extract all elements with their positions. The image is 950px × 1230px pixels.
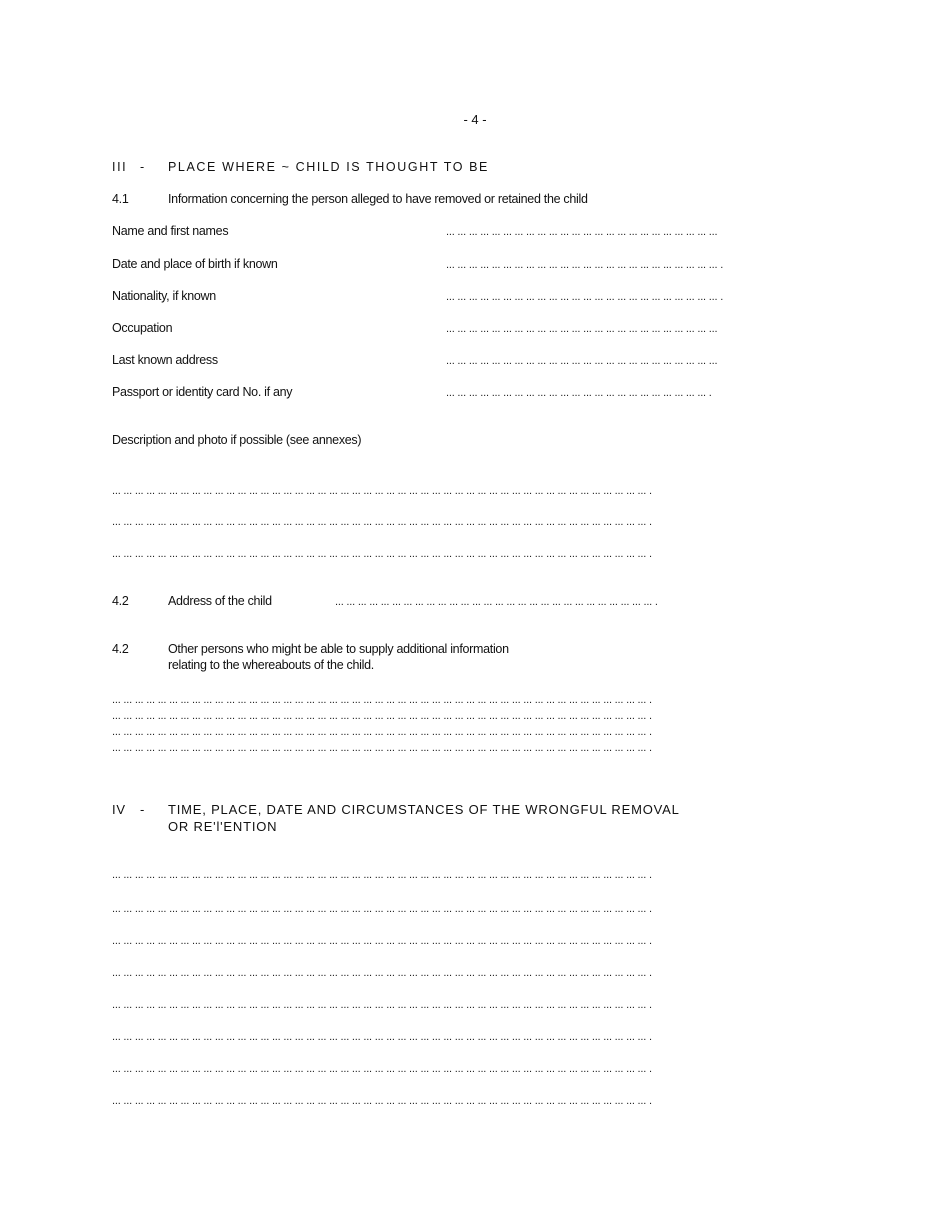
description-label: Description and photo if possible (see annexes) xyxy=(112,433,362,447)
section-3-title: PLACE WHERE ~ CHILD IS THOUGHT TO BE xyxy=(168,160,489,174)
description-dots-line: ... ... ... ... ... ... ... ... ... ... ... ... ... ... ... ... ... ... ... ... ... ... ... ... ... ... ... ... ... ... ... ... ... ... ... ... ... ... ... ... ... ... ... ... ... ... ... . xyxy=(112,485,652,497)
section-4-title-line1: TIME, PLACE, DATE AND CIRCUMSTANCES OF THE WRONGFUL REMOVAL xyxy=(168,802,680,817)
item-4-2b-line1: Other persons who might be able to supply additional information xyxy=(168,642,509,656)
item-4-1-text: Information concerning the person alleged to have removed or retained the child xyxy=(168,192,588,206)
section-4-title-line2: OR RE'l'ENTION xyxy=(168,819,278,834)
description-dots-line: ... ... ... ... ... ... ... ... ... ... ... ... ... ... ... ... ... ... ... ... ... ... ... ... ... ... ... ... ... ... ... ... ... ... ... ... ... ... ... ... ... ... ... ... ... ... ... . xyxy=(112,516,652,528)
field-dots-name: ... ... ... ... ... ... ... ... ... ... ... ... ... ... ... ... ... ... ... ... ... ... ... ... xyxy=(446,226,718,238)
section-3-roman: III xyxy=(112,160,128,174)
other-persons-dots-line: ... ... ... ... ... ... ... ... ... ... ... ... ... ... ... ... ... ... ... ... ... ... ... ... ... ... ... ... ... ... ... ... ... ... ... ... ... ... ... ... ... ... ... ... ... ... ... . xyxy=(112,694,652,706)
field-label-birth: Date and place of birth if known xyxy=(112,257,278,271)
other-persons-dots-line: ... ... ... ... ... ... ... ... ... ... ... ... ... ... ... ... ... ... ... ... ... ... ... ... ... ... ... ... ... ... ... ... ... ... ... ... ... ... ... ... ... ... ... ... ... ... ... . xyxy=(112,742,652,754)
circumstances-dots-line: ... ... ... ... ... ... ... ... ... ... ... ... ... ... ... ... ... ... ... ... ... ... ... ... ... ... ... ... ... ... ... ... ... ... ... ... ... ... ... ... ... ... ... ... ... ... ... . xyxy=(112,967,652,979)
item-4-2b-line2: relating to the whereabouts of the child. xyxy=(168,658,374,672)
field-label-name: Name and first names xyxy=(112,224,229,238)
other-persons-dots-line: ... ... ... ... ... ... ... ... ... ... ... ... ... ... ... ... ... ... ... ... ... ... ... ... ... ... ... ... ... ... ... ... ... ... ... ... ... ... ... ... ... ... ... ... ... ... ... . xyxy=(112,710,652,722)
other-persons-dots-line: ... ... ... ... ... ... ... ... ... ... ... ... ... ... ... ... ... ... ... ... ... ... ... ... ... ... ... ... ... ... ... ... ... ... ... ... ... ... ... ... ... ... ... ... ... ... ... . xyxy=(112,726,652,738)
circumstances-dots-line: ... ... ... ... ... ... ... ... ... ... ... ... ... ... ... ... ... ... ... ... ... ... ... ... ... ... ... ... ... ... ... ... ... ... ... ... ... ... ... ... ... ... ... ... ... ... ... . xyxy=(112,869,652,881)
field-label-nationality: Nationality, if known xyxy=(112,289,216,303)
item-4-1-number: 4.1 xyxy=(112,192,129,206)
circumstances-dots-line: ... ... ... ... ... ... ... ... ... ... ... ... ... ... ... ... ... ... ... ... ... ... ... ... ... ... ... ... ... ... ... ... ... ... ... ... ... ... ... ... ... ... ... ... ... ... ... . xyxy=(112,935,652,947)
field-dots-address: ... ... ... ... ... ... ... ... ... ... ... ... ... ... ... ... ... ... ... ... ... ... ... ... xyxy=(446,355,718,367)
section-3-dash: - xyxy=(140,160,146,174)
field-dots-occupation: ... ... ... ... ... ... ... ... ... ... ... ... ... ... ... ... ... ... ... ... ... ... ... ... xyxy=(446,323,718,335)
item-4-2a-number: 4.2 xyxy=(112,594,129,608)
section-4-dash: - xyxy=(140,802,146,817)
section-4-roman: IV xyxy=(112,802,126,817)
circumstances-dots-line: ... ... ... ... ... ... ... ... ... ... ... ... ... ... ... ... ... ... ... ... ... ... ... ... ... ... ... ... ... ... ... ... ... ... ... ... ... ... ... ... ... ... ... ... ... ... ... . xyxy=(112,1063,652,1075)
circumstances-dots-line: ... ... ... ... ... ... ... ... ... ... ... ... ... ... ... ... ... ... ... ... ... ... ... ... ... ... ... ... ... ... ... ... ... ... ... ... ... ... ... ... ... ... ... ... ... ... ... . xyxy=(112,1095,652,1107)
field-dots-passport: ... ... ... ... ... ... ... ... ... ... ... ... ... ... ... ... ... ... ... ... ... ... ... . xyxy=(446,387,712,399)
description-dots-line: ... ... ... ... ... ... ... ... ... ... ... ... ... ... ... ... ... ... ... ... ... ... ... ... ... ... ... ... ... ... ... ... ... ... ... ... ... ... ... ... ... ... ... ... ... ... ... . xyxy=(112,548,652,560)
field-label-address: Last known address xyxy=(112,353,218,367)
child-address-dots: ... ... ... ... ... ... ... ... ... ... ... ... ... ... ... ... ... ... ... ... ... ... ... ... ... ... ... ... . xyxy=(335,596,658,608)
page-number: - 4 - xyxy=(463,112,487,127)
field-label-occupation: Occupation xyxy=(112,321,173,335)
circumstances-dots-line: ... ... ... ... ... ... ... ... ... ... ... ... ... ... ... ... ... ... ... ... ... ... ... ... ... ... ... ... ... ... ... ... ... ... ... ... ... ... ... ... ... ... ... ... ... ... ... . xyxy=(112,999,652,1011)
item-4-2a-label: Address of the child xyxy=(168,594,272,608)
field-dots-nationality: ... ... ... ... ... ... ... ... ... ... ... ... ... ... ... ... ... ... ... ... ... ... ... ... . xyxy=(446,291,724,303)
field-label-passport: Passport or identity card No. if any xyxy=(112,385,293,399)
field-dots-birth: ... ... ... ... ... ... ... ... ... ... ... ... ... ... ... ... ... ... ... ... ... ... ... ... . xyxy=(446,259,724,271)
circumstances-dots-line: ... ... ... ... ... ... ... ... ... ... ... ... ... ... ... ... ... ... ... ... ... ... ... ... ... ... ... ... ... ... ... ... ... ... ... ... ... ... ... ... ... ... ... ... ... ... ... . xyxy=(112,1031,652,1043)
item-4-2b-number: 4.2 xyxy=(112,642,129,656)
circumstances-dots-line: ... ... ... ... ... ... ... ... ... ... ... ... ... ... ... ... ... ... ... ... ... ... ... ... ... ... ... ... ... ... ... ... ... ... ... ... ... ... ... ... ... ... ... ... ... ... ... . xyxy=(112,903,652,915)
